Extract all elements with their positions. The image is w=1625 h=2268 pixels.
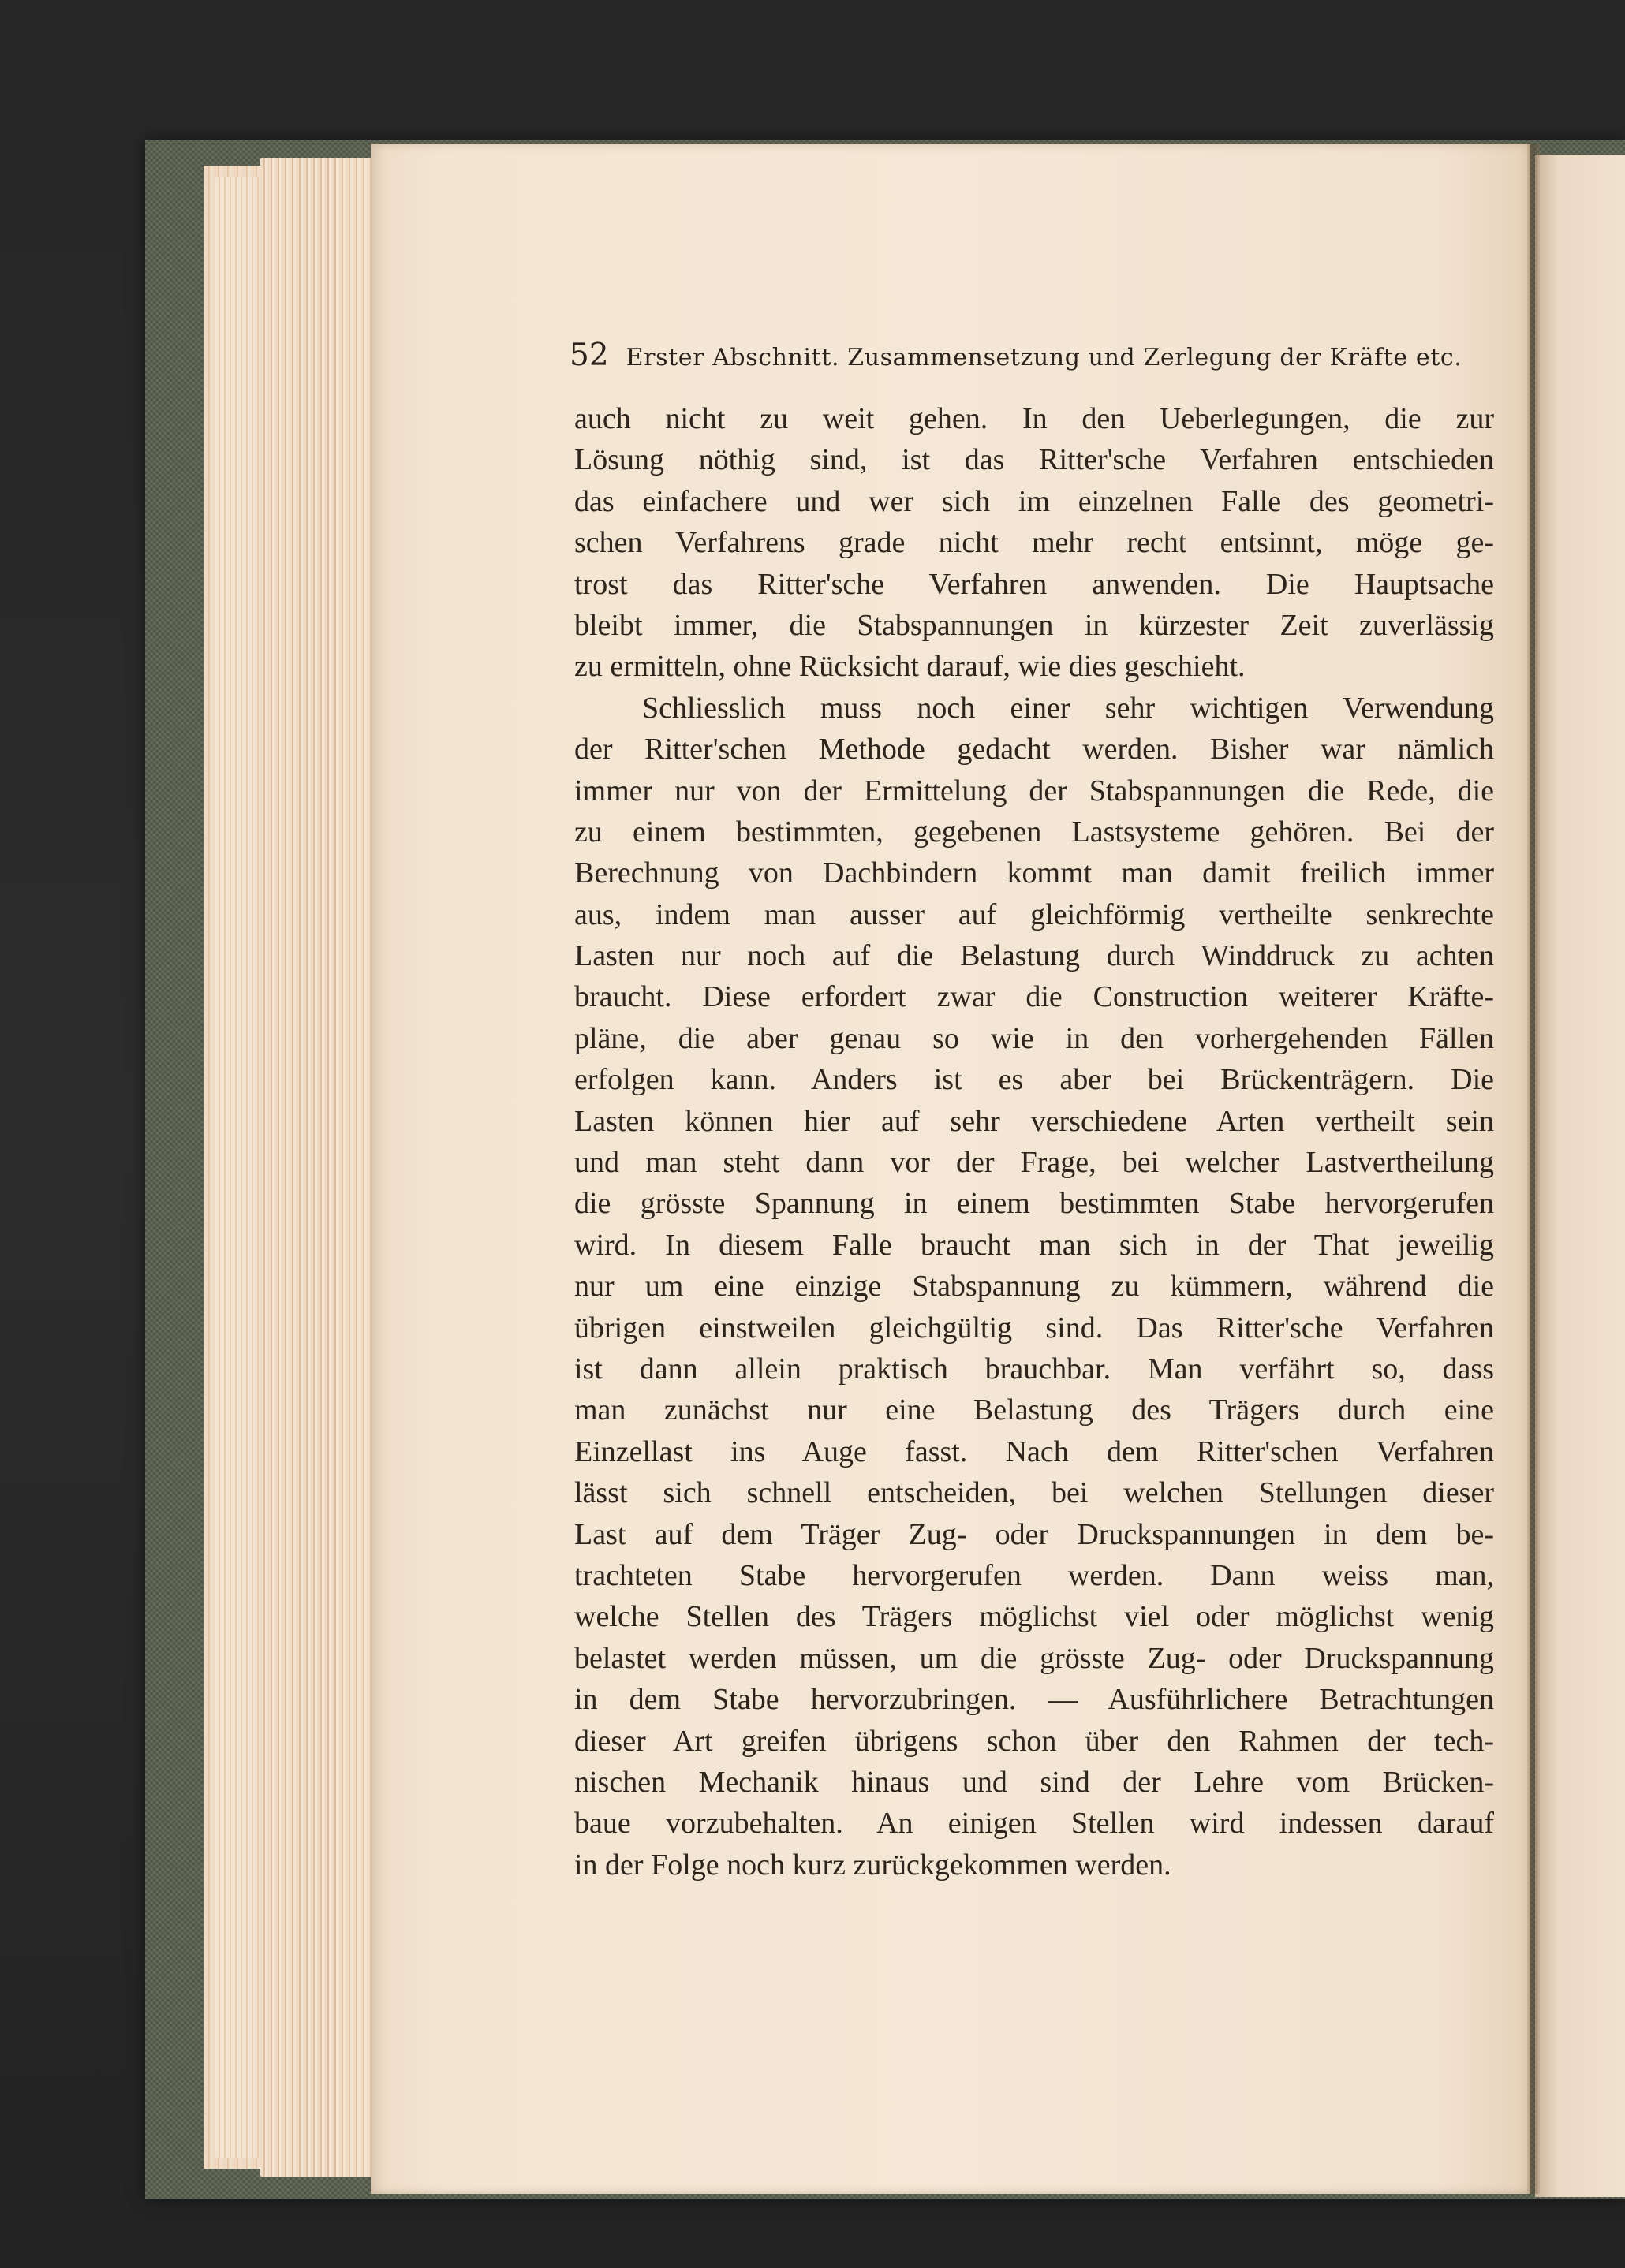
text-line: wird. In diesem Falle braucht man sich in der That jeweilig bbox=[574, 1228, 1494, 1262]
facing-page-edge bbox=[1535, 155, 1625, 2197]
text-line: schen Verfahrens grade nicht mehr recht entsinnt, möge ge- bbox=[574, 526, 1494, 560]
text-line: Berechnung von Dachbindern kommt man damit freilich immer bbox=[574, 856, 1494, 890]
text-line: aus, indem man ausser auf gleichförmig vertheilte senkrechte bbox=[574, 897, 1494, 931]
text-line: die grösste Spannung in einem bestimmten Stabe hervorgerufen bbox=[574, 1187, 1494, 1221]
text-line: der Ritter'schen Methode gedacht werden. Bisher war nämlich bbox=[574, 733, 1494, 767]
running-head bbox=[570, 338, 1492, 375]
text-line: in der Folge noch kurz zurückgekommen werden. bbox=[574, 1848, 1171, 1882]
text-line: Last auf dem Träger Zug- oder Druckspannungen in dem be- bbox=[574, 1517, 1494, 1551]
paragraph-start-line: Schliesslich muss noch einer sehr wichtigen Verwendung bbox=[642, 691, 1494, 725]
text-line: pläne, die aber genau so wie in den vorhergehenden Fällen bbox=[574, 1021, 1494, 1055]
text-line: man zunächst nur eine Belastung des Trägers durch eine bbox=[574, 1393, 1494, 1427]
text-line: Einzellast ins Auge fasst. Nach dem Ritter'schen Verfahren bbox=[574, 1434, 1494, 1468]
text-line: welche Stellen des Trägers möglichst viel oder möglichst wenig bbox=[574, 1600, 1494, 1634]
text-line: in dem Stabe hervorzubringen. — Ausführlichere Betrachtungen bbox=[574, 1683, 1494, 1717]
text-line: trost das Ritter'sche Verfahren anwenden. Die Hauptsache bbox=[574, 567, 1494, 601]
text-line: Lasten können hier auf sehr verschiedene Arten vertheilt sein bbox=[574, 1104, 1494, 1138]
text-line: das einfachere und wer sich im einzelnen Falle des geometri- bbox=[574, 484, 1494, 518]
text-line: Lösung nöthig sind, ist das Ritter'sche Verfahren entschieden bbox=[574, 443, 1494, 477]
text-line: auch nicht zu weit gehen. In den Ueberlegungen, die zur bbox=[574, 402, 1494, 435]
text-line: nur um eine einzige Stabspannung zu kümmern, während die bbox=[574, 1270, 1494, 1304]
text-line: trachteten Stabe hervorgerufen werden. Dann weiss man, bbox=[574, 1558, 1494, 1592]
text-line: belastet werden müssen, um die grösste Zug- oder Druckspannung bbox=[574, 1641, 1494, 1675]
text-line: übrigen einstweilen gleichgültig sind. Das Ritter'sche Verfahren bbox=[574, 1311, 1494, 1345]
text-line: Lasten nur noch auf die Belastung durch Winddruck zu achten bbox=[574, 939, 1494, 973]
page-number: 52 bbox=[570, 338, 609, 373]
text-line: bleibt immer, die Stabspannungen in kürzester Zeit zuverlässig bbox=[574, 608, 1494, 642]
page-gutter bbox=[1527, 144, 1540, 2194]
body-text bbox=[574, 398, 1494, 1886]
text-line: lässt sich schnell entscheiden, bei welchen Stellungen dieser bbox=[574, 1476, 1494, 1510]
text-line: erfolgen kann. Anders ist es aber bei Brückenträgern. Die bbox=[574, 1063, 1494, 1097]
text-line: nischen Mechanik hinaus und sind der Lehre vom Brücken- bbox=[574, 1765, 1494, 1799]
text-line: zu ermitteln, ohne Rücksicht darauf, wie dies geschieht. bbox=[574, 650, 1246, 684]
text-line: zu einem bestimmten, gegebenen Lastsysteme gehören. Bei der bbox=[574, 815, 1494, 849]
text-line: baue vorzubehalten. An einigen Stellen wird indessen darauf bbox=[574, 1807, 1494, 1841]
text-line: dieser Art greifen übrigens schon über den Rahmen der tech- bbox=[574, 1724, 1494, 1758]
running-head-title: Erster Abschnitt. Zusammensetzung und Zerlegung der Kräfte etc. bbox=[626, 344, 1462, 371]
text-line: braucht. Diese erfordert zwar die Construction weiterer Kräfte- bbox=[574, 980, 1494, 1014]
text-line: und man steht dann vor der Frage, bei welcher Lastvertheilung bbox=[574, 1146, 1494, 1180]
text-line: immer nur von der Ermittelung der Stabspannungen die Rede, die bbox=[574, 774, 1494, 808]
text-line: ist dann allein praktisch brauchbar. Man verfährt so, dass bbox=[574, 1352, 1494, 1386]
